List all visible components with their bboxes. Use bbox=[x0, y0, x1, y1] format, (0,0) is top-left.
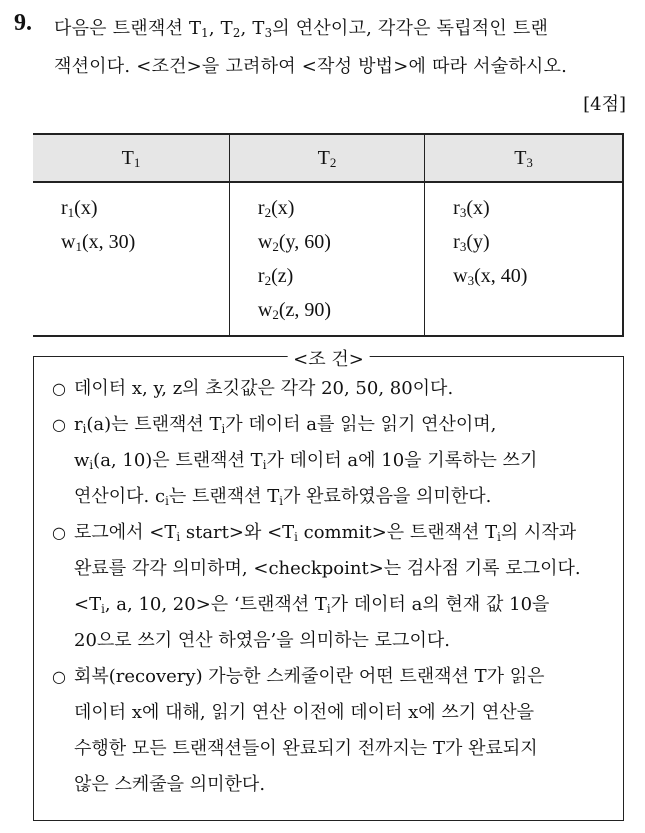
condition-item-2: ○ $r_i(a)$는 트랜잭션 $T_i$가 데이터 a를 읽는 읽기 연산이며, $w_i(a$, 10)은 트랜잭션 $T_i$가 데이터 a에 10을 기록하는 쓰기 연산이다. $c_i$는 트랜잭션 $T_i$가 완료하였음을 의미한다. bbox=[52, 407, 614, 515]
question-text-line2: 잭션이다. <조건>을 고려하여 <작성 방법>에 따라 서술하시오. bbox=[54, 56, 568, 77]
t1-operations bbox=[33, 182, 229, 336]
t3-op: $w_3(x$, 40) bbox=[453, 265, 528, 288]
condition-item-1: ○ 데이터 x, y, z의 초깃값은 각각 20, 50, 80이다. bbox=[52, 371, 614, 407]
bullet-icon: ○ bbox=[52, 667, 66, 686]
t2-op: $w_2(y$, 60) bbox=[257, 231, 331, 254]
t3-operations bbox=[425, 182, 623, 336]
conditions-list bbox=[52, 371, 614, 803]
conditions-box bbox=[33, 349, 624, 821]
header-t2: $T_2$ bbox=[229, 134, 424, 182]
transaction-table bbox=[33, 133, 624, 337]
conditions-title: <조 건> bbox=[287, 345, 370, 371]
t3-op: $r_3(y)$ bbox=[453, 231, 490, 254]
t1-op: $r_1(x)$ bbox=[61, 197, 98, 220]
bullet-icon: ○ bbox=[52, 415, 66, 434]
t3-op: $r_3(x)$ bbox=[453, 197, 490, 220]
t2-op: $r_2(x)$ bbox=[257, 197, 295, 220]
question-number: 9. bbox=[14, 10, 32, 36]
question-text-line1: 다음은 트랜잭션 $T_1$, $T_2$, $T_3$의 연산이고, 각각은 독립적인 트랜 bbox=[54, 18, 549, 40]
points-label: [4점] bbox=[583, 94, 626, 115]
t2-operations bbox=[229, 182, 424, 336]
condition-item-4: ○ 회복(recovery) 가능한 스케줄이란 어떤 트랜잭션 T가 읽은 데이터 x에 대해, 읽기 연산 이전에 데이터 x에 쓰기 연산을 수행한 모든 트랜잭션들이 완료되기 전까지는 T가 완료되지 않은 스케줄을 의미한다. bbox=[52, 659, 614, 803]
bullet-icon: ○ bbox=[52, 523, 66, 542]
t1-op: $w_1(x$, 30) bbox=[61, 231, 136, 254]
bullet-icon: ○ bbox=[52, 379, 66, 398]
t2-op: $r_2(z)$ bbox=[257, 265, 294, 288]
t2-op: $w_2(z$, 90) bbox=[257, 299, 332, 322]
header-t3: $T_3$ bbox=[425, 134, 623, 182]
condition-item-3: ○ 로그에서 $<T_i$ start>와 $<T_i$ commit>은 트랜잭션 $T_i$의 시작과 완료를 각각 의미하며, <checkpoint>는 검사점 기록 로그이다. $<T_i$, a, 10, 20>은 ‘트랜잭션 $T_i$가 데이터 a의 현재 값 10을 20으로 쓰기 연산 하였음’을 의미하는 로그이다. bbox=[52, 515, 614, 659]
header-t1: $T_1$ bbox=[33, 134, 229, 182]
